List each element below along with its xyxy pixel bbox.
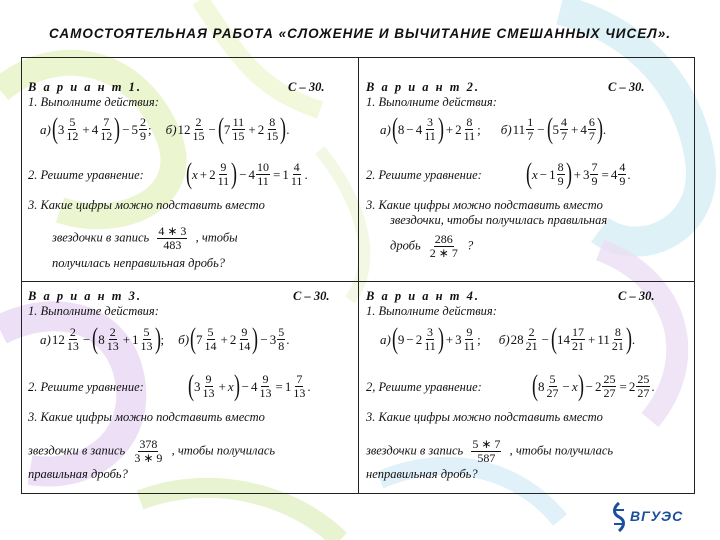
variant-1-task-3: 3. Какие цифры можно подставить вместо <box>28 198 265 212</box>
part-a-label: а) <box>40 331 51 347</box>
star-numerator: 5 ∗ 7 <box>472 437 501 451</box>
variant-2-task-3: 3. Какие цифры можно подставить вместо <box>366 198 603 212</box>
part-b-label: б) <box>500 121 512 137</box>
star-numerator: 286 <box>434 232 453 246</box>
variant-1-heading: В а р и а н т 1. <box>28 80 142 94</box>
variant-4-code: С – 30. <box>618 289 655 303</box>
star-numerator: 4 ∗ 3 <box>158 224 187 238</box>
task-3-text: дробь <box>390 238 421 253</box>
part-b-label: б) <box>165 121 177 137</box>
task-3-text-cont: , чтобы <box>195 230 238 245</box>
star-denominator: 587 <box>477 451 496 465</box>
part-a-label: а) <box>380 121 391 137</box>
variant-3-task-2: 2. Решите уравнение: <box>28 380 144 394</box>
variant-4-task-3: 3. Какие цифры можно подставить вместо <box>366 410 603 424</box>
variant-3-task-1: 1. Выполните действия: <box>28 304 159 318</box>
part-a-label: а) <box>380 331 391 347</box>
star-denominator: 3 ∗ 9 <box>134 451 163 465</box>
task-3-text-cont: ? <box>466 238 474 253</box>
university-logo <box>610 502 700 534</box>
variant-1-cell <box>28 80 354 280</box>
variant-3-task-3: 3. Какие цифры можно подставить вместо <box>28 410 265 424</box>
variant-1-task-1: 1. Выполните действия: <box>28 95 159 109</box>
variant-2-task-2: 2. Решите уравнение: <box>366 168 482 182</box>
variant-4-task-1: 1. Выполните действия: <box>366 304 497 318</box>
variant-2-task-3-line-2: звездочки, чтобы получилась правильная <box>390 213 608 227</box>
logo-text: ВГУЭС <box>630 508 684 524</box>
variant-4-task-1-expressions: а) ( 9 − 2 $\frac{3}{11}$ ) + 3 $\frac{9}{11}$ ; б) 28 $\frac{2}{21}$ − ( 14 $\frac{17}{21}$ + 11 $\frac{8}{21}$ ) . <box>380 322 636 355</box>
variant-1-task-3-line-2 <box>52 225 238 252</box>
page-title: САМОСТОЯТЕЛЬНАЯ РАБОТА «СЛОЖЕНИЕ И ВЫЧИТАНИЕ СМЕШАННЫХ ЧИСЕЛ». <box>49 26 671 41</box>
variant-3-cell <box>28 289 354 489</box>
variant-4-equation: ( 8 $\frac{5}{27}$ − x ) − 2 $\frac{25}{27}$ = 2 $\frac{25}{27}$ . <box>532 369 655 402</box>
variant-1-code: С – 30. <box>288 80 325 94</box>
star-denominator: 2 ∗ 7 <box>429 246 458 260</box>
variant-2-task-1: 1. Выполните действия: <box>366 95 497 109</box>
variant-3-task-3-line-2 <box>28 438 275 465</box>
variant-2-task-3-line-3 <box>390 233 473 260</box>
task-3-text: звездочки в запись <box>28 443 126 458</box>
variant-2-heading: В а р и а н т 2. <box>366 80 480 94</box>
part-a-label: а) <box>40 121 51 137</box>
variant-2-task-1-expressions: а) ( 8 − 4 $\frac{3}{11}$ ) + 2 $\frac{8}{11}$ ; б) 11 $\frac{1}{7}$ − ( 5 $\frac{4}{7}$ + 4 $\frac{6}{7}$ ) . <box>380 112 607 145</box>
task-3-text-cont: , чтобы получилась <box>171 443 276 458</box>
column-divider <box>358 58 359 493</box>
variant-4-heading: В а р и а н т 4. <box>366 289 480 303</box>
task-3-text: звездочки в запись <box>366 443 464 458</box>
variant-4-task-3-line-3: неправильная дробь? <box>366 467 478 481</box>
variant-1-task-3-line-3: получилась неправильная дробь? <box>52 256 226 270</box>
star-numerator: 378 <box>139 437 158 451</box>
worksheet-table <box>21 57 695 494</box>
variant-4-task-2: 2, Решите уравнение: <box>366 380 482 394</box>
variant-3-task-3-line-3: правильная дробь? <box>28 467 128 481</box>
task-3-text: звездочки в запись <box>52 230 150 245</box>
variant-2-cell <box>366 80 692 280</box>
variant-1-task-2: 2. Решите уравнение: <box>28 168 144 182</box>
variant-4-cell <box>366 289 692 489</box>
variant-2-equation: ( x − 1 $\frac{8}{9}$ ) + 3 $\frac{7}{9}$ = 4 $\frac{4}{9}$ . <box>526 157 631 190</box>
variant-3-equation: ( 3 $\frac{9}{13}$ + x ) − 4 $\frac{9}{13}$ = 1 $\frac{7}{13}$ . <box>188 369 311 402</box>
part-b-label: б) <box>178 331 190 347</box>
row-divider <box>22 281 694 282</box>
variant-3-task-1-expressions: а) 12 $\frac{2}{13}$ − ( 8 $\frac{2}{13}$ + 1 $\frac{5}{13}$ ) ; б) ( 7 $\frac{5}{14}$ + 2 $\frac{9}{14}$ ) − 3 $\frac{5}{8}$ . <box>40 322 290 355</box>
logo-emblem-icon <box>610 502 628 532</box>
variant-1-task-1-expressions: а) ( 3 $\frac{5}{12}$ + 4 $\frac{7}{12}$ ) − 5 $\frac{2}{9}$ ; б) 12 $\frac{2}{15}$ − ( 7 $\frac{11}{15}$ + 2 $\frac{8}{15}$ ) . <box>40 112 290 145</box>
variant-4-task-3-line-2 <box>366 438 613 465</box>
part-b-label: б) <box>498 331 510 347</box>
task-3-text-cont: , чтобы получилась <box>509 443 614 458</box>
variant-3-heading: В а р и а н т 3. <box>28 289 142 303</box>
variant-1-equation: ( x + 2 $\frac{9}{11}$ ) − 4 $\frac{10}{11}$ = 1 $\frac{4}{11}$ . <box>186 157 308 190</box>
star-denominator: 483 <box>163 238 182 252</box>
variant-3-code: С – 30. <box>293 289 330 303</box>
variant-2-code: С – 30. <box>608 80 645 94</box>
